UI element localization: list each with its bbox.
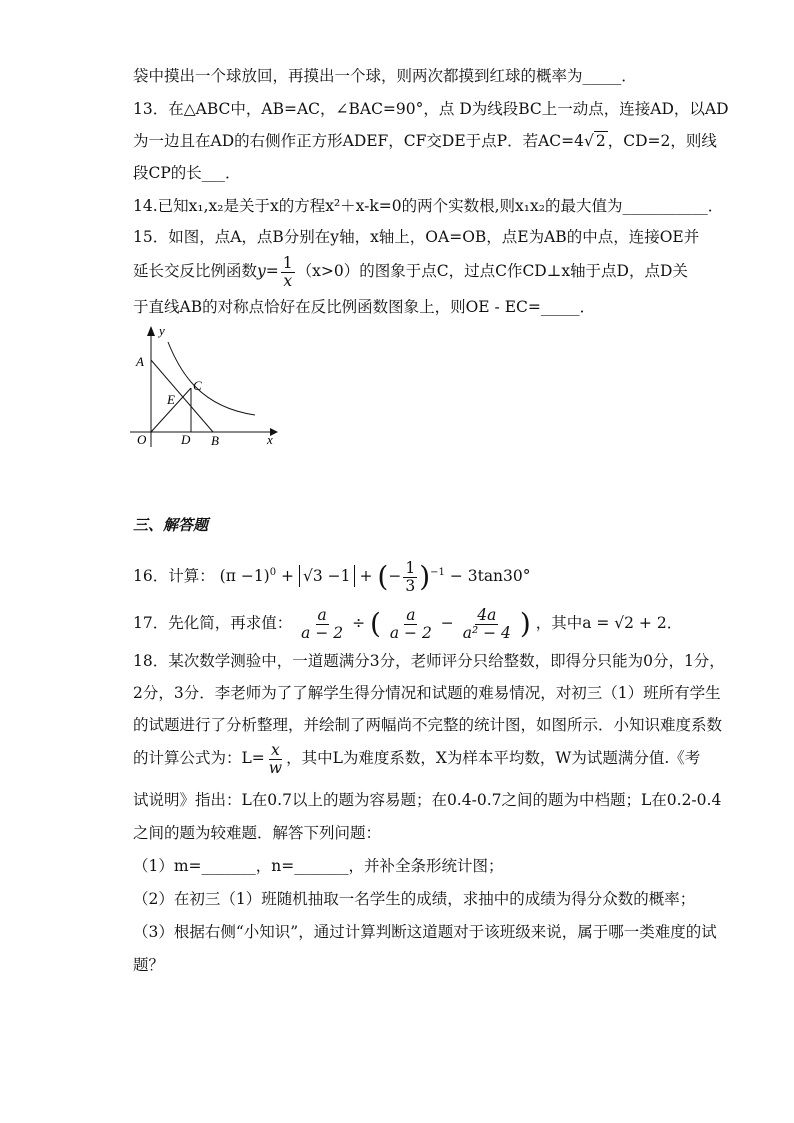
hyperbola-curve [168,342,255,415]
label-c: C [193,378,202,393]
problem-15-text-2: （x>0）的图象于点C，过点C作CD⊥x轴于点D，点D关 [296,262,688,280]
sqrt-two: √ 2 [584,132,606,150]
fraction-one-over-x: $\frac{1}{x}$ [282,253,293,290]
problem-15-line-3: 于直线AB的对称点恰好在反比例函数图象上，则OE - EC=_____． [133,298,596,316]
minus-sign: − [440,614,454,632]
problem-18-line-6: 之间的题为较难题．解答下列问题： [133,824,382,842]
problem-13-text-end: ，CD=2，则线 [607,132,717,150]
label-e: E [167,392,175,407]
section-heading: 三、解答题 [133,516,209,534]
left-paren: ( [370,607,381,640]
problem-17-label: 17．先化简，再求值： [133,614,293,632]
power-term: $(\pi -1)^0$ [219,567,277,586]
problem-18-line-4 [133,740,700,777]
function-y: y= [257,262,279,280]
problem-13-line-3: 段CP的长___． [133,164,241,182]
plus-sign-1: + [281,567,295,586]
problem-13-line-2 [133,131,717,151]
problem-14: 14.已知x₁,x₂是关于x的方程x²＋x-k=0的两个实数根,则x₁x₂的最大值为___________． [133,197,724,215]
problem-15-text: 延长交反比例函数 [133,262,258,280]
plus-sign-2: + [359,567,373,586]
label-o: O [137,432,147,447]
absolute-value: √3 −1 [299,565,355,587]
sub-question-3-line-2: 题？ [133,956,165,974]
label-x: x [267,432,273,447]
coordinate-figure [130,322,290,452]
label-a: A [136,354,144,369]
problem-18-line-1: 18．某次数学测验中，一道题满分3分，老师评分只给整数，即得分只能为0分，1分， [133,652,725,670]
problem-18-line-3: 的试题进行了分析整理，并绘制了两幅尚不完整的统计图，如图所示．小知识难度系数 [133,716,723,734]
problem-13-line-1: 13．在△ABC中，AB=AC，∠BAC=90°，点 D为线段BC上一动点，连接AD，以AD [133,100,729,118]
formula-pre: 的计算公式为：L= [133,749,265,767]
fraction-2: $\frac{a}{a - 2}$ [389,605,432,642]
problem-13-text: 为一边且在AD的右侧作正方形ADEF，CF交DE于点P．若AC=4 [133,132,584,150]
problem-16-label: 16．计算： [133,567,215,586]
problem-18-line-5: 试说明》指出：L在0.7以上的题为容易题；在0.4-0.7之间的题为中档题；L在0.2-0.4 [133,791,722,809]
sub-question-1: （1）m=_______，n=_______，并补全条形统计图； [133,857,504,875]
formula-post: ，其中L为难度系数，X为样本平均数，W为试题满分值.《考 [286,749,701,767]
division-sign: ÷ [352,614,366,632]
problem-12-tail: 袋中摸出一个球放回，再摸出一个球，则两次都摸到红球的概率为_____． [133,67,637,85]
tan-term: − 3tan30° [449,567,531,586]
sub-question-2: （2）在初三（1）班随机抽取一名学生的成绩，求抽中的成绩为得分众数的概率； [133,890,696,908]
fraction-3: $\frac{4a}{\text{a² − 4}}$ [462,605,511,642]
problem-17-end: ，其中a = √2 + 2． [535,614,683,632]
problem-15-line-1: 15．如图，点A，点B分别在y轴，x轴上，OA=OB，点E为AB的中点，连接OE并 [133,228,700,246]
formula-fraction: $\frac{x}{w}$ [268,740,283,777]
problem-17 [133,604,682,643]
y-axis-arrow [147,326,155,336]
label-d: D [181,432,191,447]
problem-18-line-2: 2分，3分．李老师为了了解学生得分情况和试题的难易情况，对初三（1）班所有学生 [133,684,721,702]
sub-question-3-line-1: （3）根据右侧“小知识”，通过计算判断这道题对于该班级来说，属于哪一类难度的试 [133,923,717,941]
fraction-1: $\frac{a}{a - 2}$ [301,605,344,642]
reciprocal-term: (− $\frac{1}{3}$ )$^{-1}$ [377,558,445,595]
label-y: y [159,323,165,338]
label-b: B [211,433,219,448]
right-paren: ) [519,607,531,640]
problem-16 [133,556,531,595]
problem-15-line-2 [133,254,688,290]
